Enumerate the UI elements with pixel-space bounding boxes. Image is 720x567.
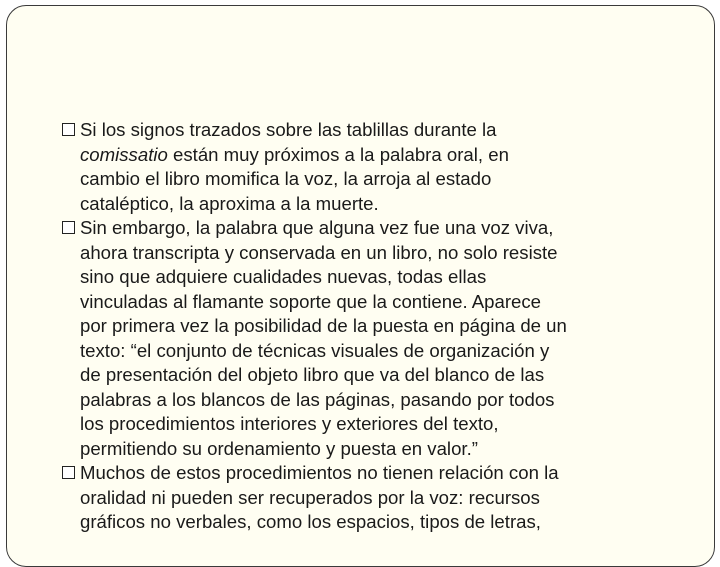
text-line: Si los signos trazados sobre las tablillas durante la <box>80 119 497 140</box>
bullet-item-2 <box>80 216 690 461</box>
text-line: Sin embargo, la palabra que alguna vez fue una voz viva, <box>80 217 554 238</box>
text-line: oralidad ni pueden ser recuperados por la voz: recursos <box>80 486 540 508</box>
text-line: por primera vez la posibilidad de la puesta en página de un <box>80 315 567 336</box>
bullet-checkbox-icon <box>62 123 75 136</box>
text-line: cataléptico, la aproxima a la muerte. <box>80 192 379 214</box>
text-line: texto: “el conjunto de técnicas visuales de organización y <box>80 339 550 361</box>
bullet-checkbox-icon <box>62 221 75 234</box>
text-line: los procedimientos interiores y exteriores del texto, <box>80 413 499 434</box>
text-fragment: están muy próximos a la palabra oral, en <box>167 143 509 165</box>
text-line: ahora transcripta y conservada en un libro, no solo resiste <box>80 241 558 263</box>
text-line: de presentación del objeto libro que va del blanco de las <box>80 364 545 385</box>
text-line: palabras a los blancos de las páginas, pasando por todos <box>80 388 555 410</box>
text-line: permitiendo su ordenamiento y puesta en valor.” <box>80 437 478 459</box>
text-line <box>80 143 690 168</box>
text-line: sino que adquiere cualidades nuevas, todas ellas <box>80 266 487 287</box>
text-line: Muchos de estos procedimientos no tienen relación con la <box>80 462 559 483</box>
bullet-item-3 <box>80 461 690 535</box>
text-line: vinculadas al flamante soporte que la contiene. Aparece <box>80 290 542 312</box>
text-line: gráficos no verbales, como los espacios, tipos de letras, <box>80 511 541 532</box>
text-line: cambio el libro momifica la voz, la arroja al estado <box>80 168 492 189</box>
bullet-checkbox-icon <box>62 466 75 479</box>
italic-term: comissatio <box>80 143 168 165</box>
bullet-item-1 <box>80 118 690 216</box>
